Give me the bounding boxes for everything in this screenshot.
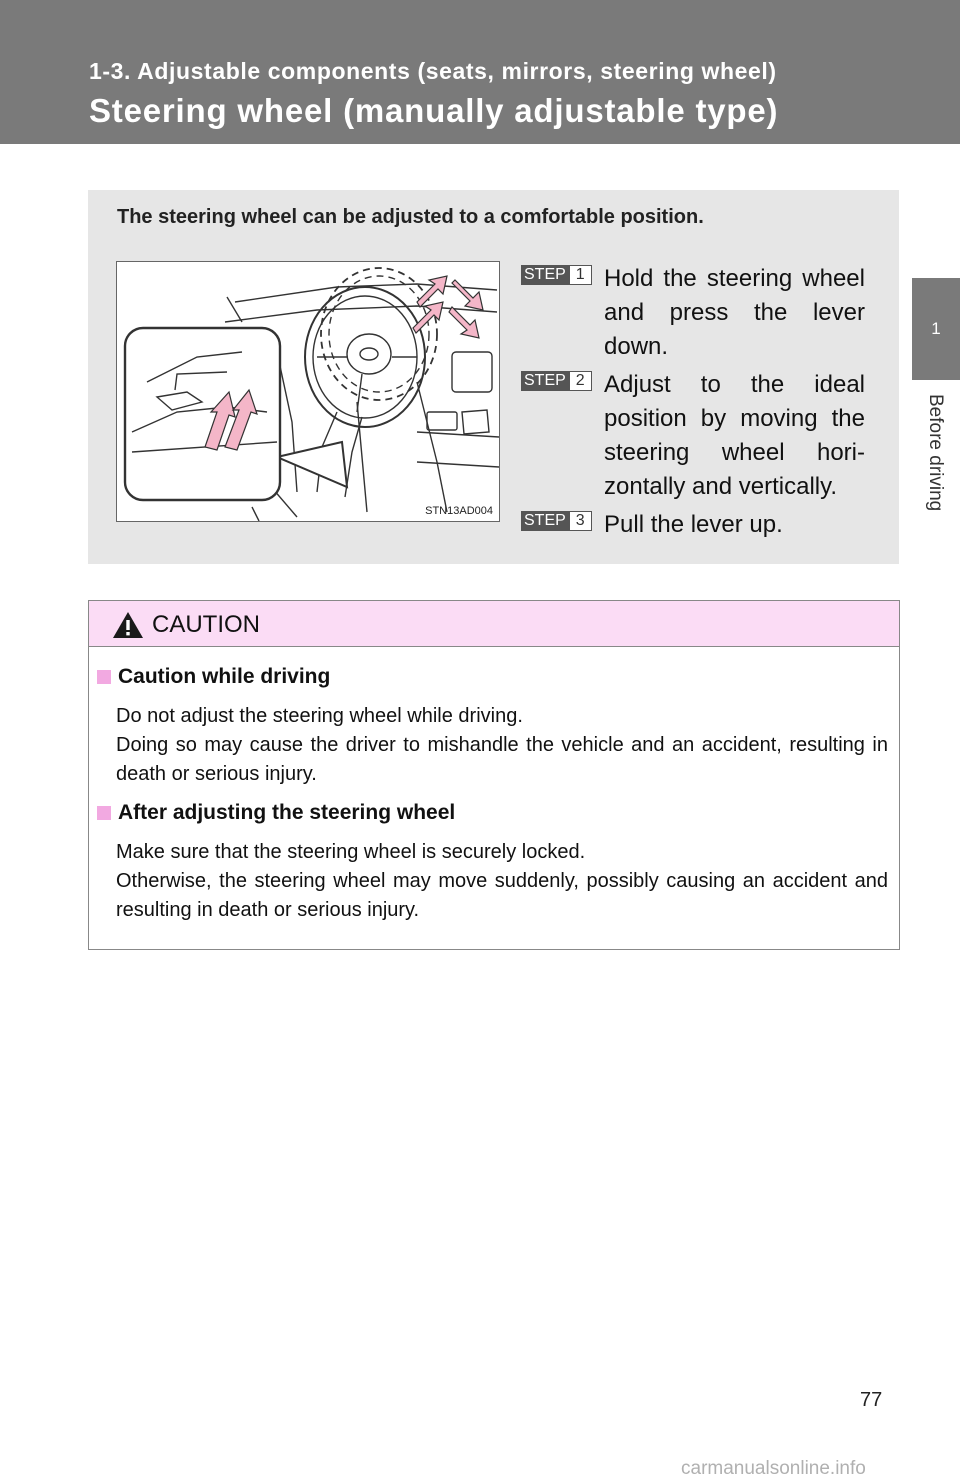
caution-line: Doing so may cause the driver to mishandle the vehicle and an accident, resulting in death or serious injury. [116,734,888,785]
chapter-tab-label: Before driving [925,394,946,512]
steering-wheel-illustration [116,261,500,522]
caution-heading-text: Caution while driving [118,665,331,688]
square-bullet-icon [97,806,111,820]
step-badge-label: STEP [521,371,570,391]
caution-box [88,600,900,950]
step-badge-label: STEP [521,265,570,285]
intro-text: The steering wheel can be adjusted to a comfortable position. [117,206,704,228]
page-header [0,0,960,144]
warning-triangle-icon [112,611,144,639]
caution-body-after-adjusting [116,838,888,925]
square-bullet-icon [97,670,111,684]
step-3 [521,508,865,542]
step-badge-number: 2 [570,371,592,391]
caution-line: Do not adjust the steering wheel while driving. [116,705,523,727]
step-text: Pull the lever up. [604,511,783,538]
caution-header [89,601,899,647]
caution-heading-after-adjusting [97,801,455,825]
step-text: Hold the steering wheel and press the lever down. [604,265,865,360]
step-badge [521,511,592,531]
caution-title: CAUTION [152,611,260,638]
caution-heading-text: After adjusting the steering wheel [118,801,456,824]
page-number: 77 [860,1389,883,1411]
caution-body-driving [116,702,888,789]
step-badge-number: 1 [570,265,592,285]
chapter-tab: 1 [912,278,960,380]
illustration-code: STN13AD004 [425,505,493,517]
step-badge-label: STEP [521,511,570,531]
step-2 [521,368,865,504]
watermark: carmanualsonline.info [681,1458,866,1479]
dashboard-drawing [117,262,499,521]
caution-line: Otherwise, the steering wheel may move suddenly, possibly causing an accident and resulting in death or serious injury. [116,870,888,921]
step-badge-number: 3 [570,511,592,531]
caution-line: Make sure that the steering wheel is securely locked. [116,841,586,863]
step-text: Adjust to the ideal position by moving the steering wheel hori-zontally and vertically. [604,371,865,500]
caution-heading-driving [97,665,330,689]
page-title: Steering wheel (manually adjustable type) [89,92,779,129]
step-badge [521,265,592,285]
step-1 [521,262,865,364]
step-badge [521,371,592,391]
section-label: 1-3. Adjustable components (seats, mirrors, steering wheel) [89,58,777,84]
